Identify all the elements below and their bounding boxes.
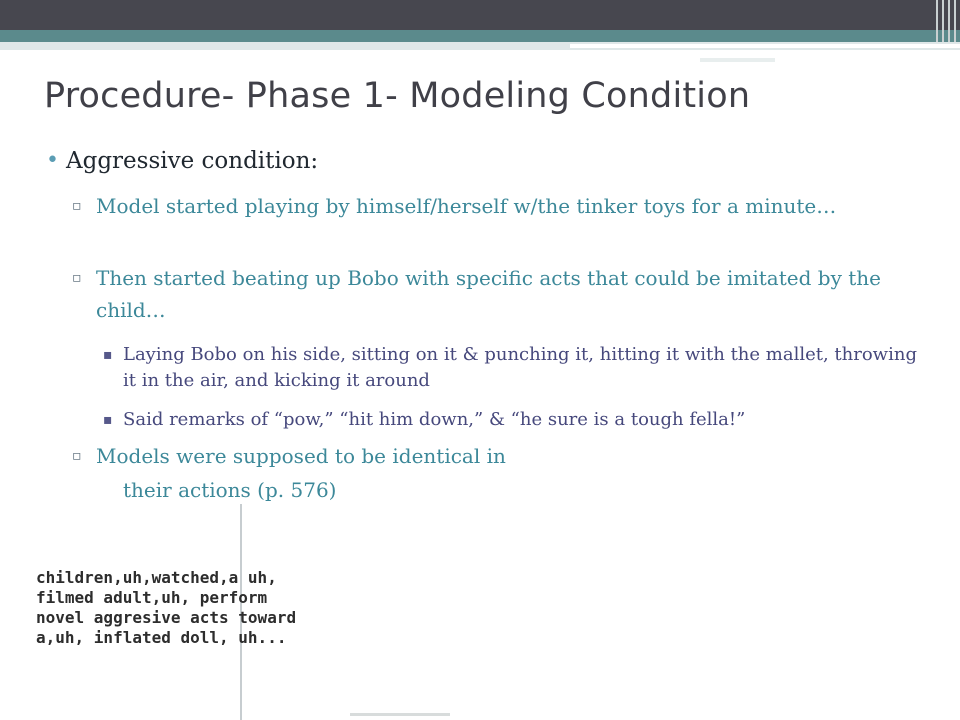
nested-bullet-text: Laying Bobo on his side, sitting on it & punching it, hitting it with the mallet, throwing it in the air, and kicking it around bbox=[123, 344, 917, 391]
nested-bullet-text: Said remarks of “pow,” “hit him down,” & “he sure is a tough fella!” bbox=[123, 409, 746, 430]
nested-bullet-1 bbox=[103, 342, 923, 394]
bullet-dot-icon: • bbox=[46, 148, 59, 173]
sub-bullet-text: Model started playing by himself/herself w/the tinker toys for a minute… bbox=[96, 194, 837, 218]
bullet-text: Aggressive condition: bbox=[66, 148, 319, 174]
caption-line: a,uh, inflated doll, uh... bbox=[36, 628, 287, 647]
sub-bullet-marker-icon: ▫ bbox=[72, 198, 82, 214]
slide-title: Procedure- Phase 1- Modeling Condition bbox=[44, 76, 751, 116]
caption-line: novel aggresive acts toward bbox=[36, 608, 297, 627]
sub-bullet-marker-icon: ▫ bbox=[72, 270, 82, 286]
sub-bullet-2 bbox=[72, 262, 926, 326]
bullet-aggressive-condition bbox=[46, 148, 319, 174]
caption-line: children,uh,watched,a uh, bbox=[36, 568, 277, 587]
caption-line: filmed adult,uh, perform bbox=[36, 588, 268, 607]
banner-stripes bbox=[930, 0, 960, 42]
image-fragment bbox=[350, 713, 450, 716]
top-banner-dark bbox=[0, 0, 960, 30]
sub-bullet-3-continuation: their actions (p. 576) bbox=[123, 478, 337, 502]
sub-bullet-text: Then started beating up Bobo with specific acts that could be imitated by the child… bbox=[96, 266, 881, 322]
sub-bullet-1 bbox=[72, 190, 926, 222]
sub-bullet-text: Models were supposed to be identical in bbox=[96, 444, 506, 468]
banner-highlight-small bbox=[700, 58, 775, 62]
caption-text bbox=[36, 568, 296, 648]
sub-bullet-marker-icon: ▫ bbox=[72, 448, 82, 464]
banner-highlight bbox=[570, 44, 960, 48]
nested-bullet-2 bbox=[103, 407, 923, 433]
top-banner-teal bbox=[0, 30, 960, 42]
nested-bullet-marker-icon: ▪ bbox=[103, 412, 113, 428]
sub-bullet-3 bbox=[72, 440, 926, 472]
nested-bullet-marker-icon: ▪ bbox=[103, 347, 113, 363]
